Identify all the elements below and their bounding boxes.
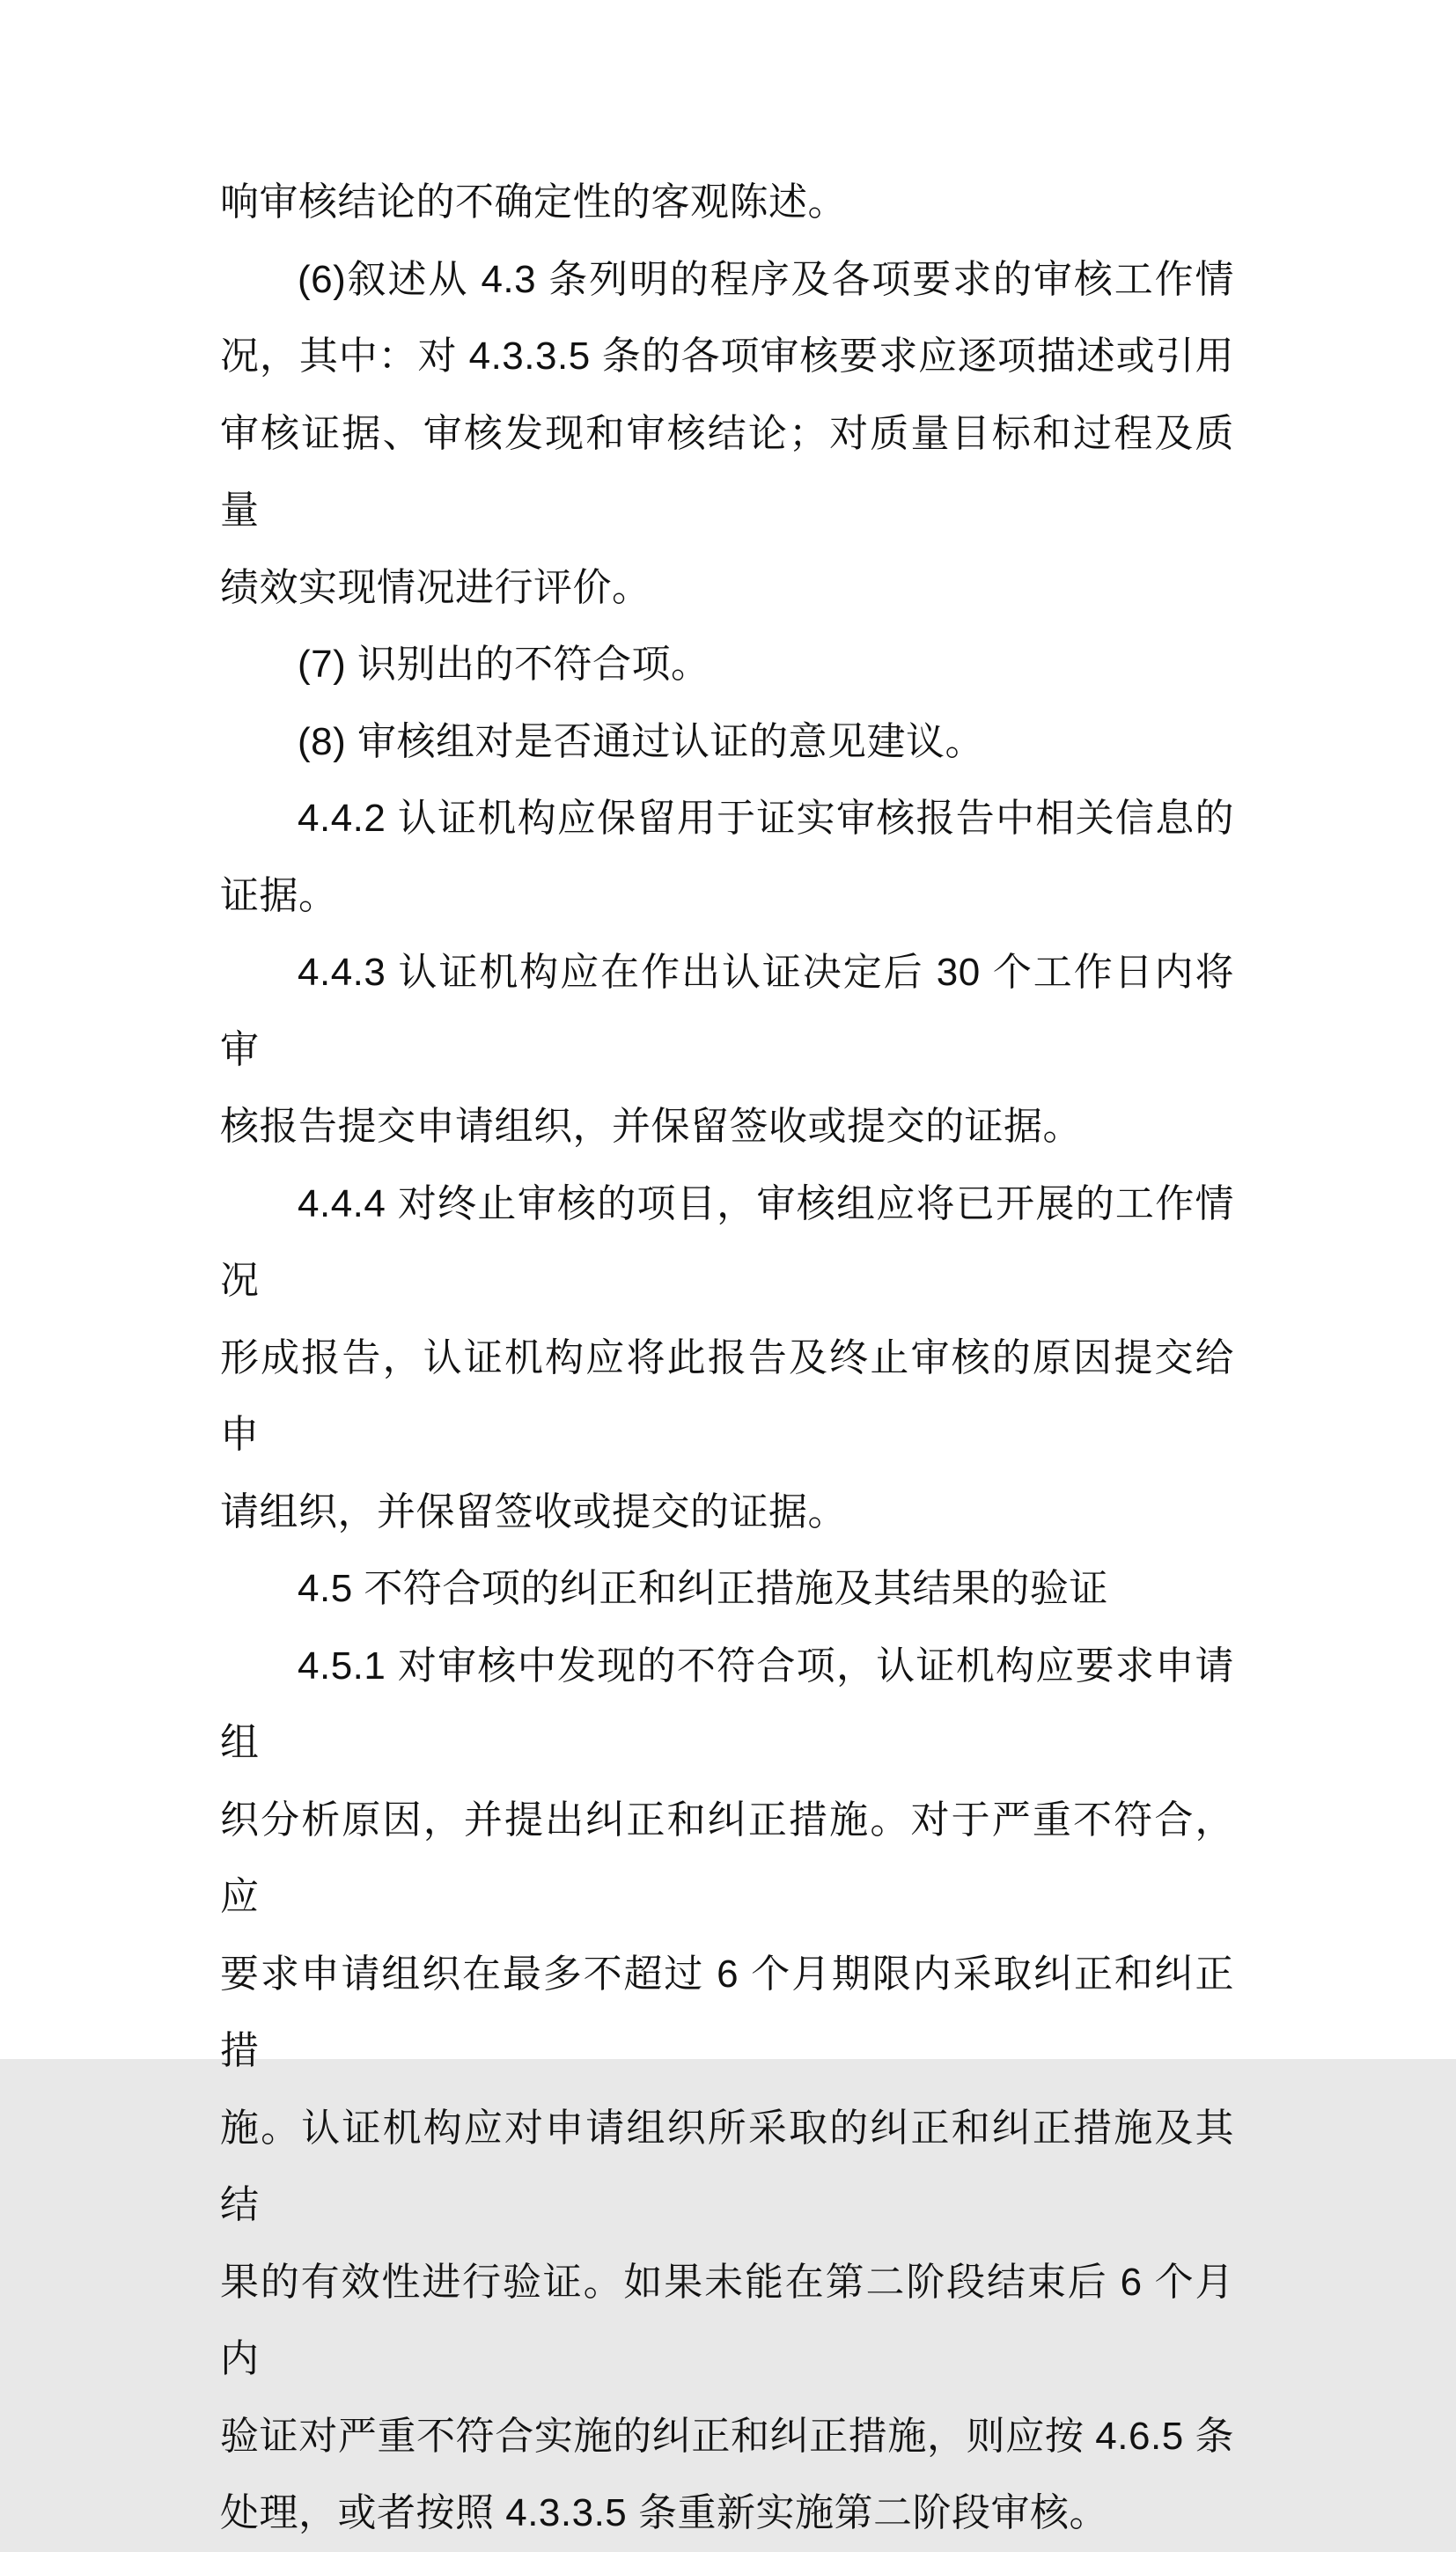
text-line: 验证对严重不符合实施的纠正和纠正措施，则应按 4.6.5 条 xyxy=(220,2414,1234,2458)
text-line: 4.4.4 对终止审核的项目，审核组应将已开展的工作情况 xyxy=(220,1181,1234,1302)
text-line: 4.4.3 认证机构应在作出认证决定后 30 个工作日内将审 xyxy=(220,951,1234,1071)
text-line: 形成报告，认证机构应将此报告及终止审核的原因提交给申 xyxy=(220,1335,1234,1456)
text-body xyxy=(220,164,1234,2552)
text-line: 要求申请组织在最多不超过 6 个月期限内采取纠正和纠正措 xyxy=(220,1952,1234,2072)
text-line: 织分析原因，并提出纠正和纠正措施。对于严重不符合，应 xyxy=(220,1798,1234,1918)
text-line: (6)叙述从 4.3 条列明的程序及各项要求的审核工作情 xyxy=(298,257,1234,301)
text-line: 况，其中：对 4.3.3.5 条的各项审核要求应逐项描述或引用 xyxy=(220,335,1234,378)
text-line: 请组织，并保留签收或提交的证据。 xyxy=(220,1489,847,1533)
text-line: 证据。 xyxy=(220,873,338,917)
text-line: 4.4.2 认证机构应保留用于证实审核报告中相关信息的 xyxy=(298,797,1234,840)
text-line: 核报告提交申请组织，并保留签收或提交的证据。 xyxy=(220,1105,1082,1148)
text-line: 4.5.1 对审核中发现的不符合项，认证机构应要求申请组 xyxy=(220,1644,1234,1764)
text-line: (8) 审核组对是否通过认证的意见建议。 xyxy=(298,719,984,763)
text-line: 审核证据、审核发现和审核结论；对质量目标和过程及质量 xyxy=(220,411,1234,532)
text-line: 果的有效性进行验证。如果未能在第二阶段结束后 6 个月内 xyxy=(220,2260,1234,2380)
text-line: 施。认证机构应对申请组织所采取的纠正和纠正措施及其结 xyxy=(220,2106,1234,2226)
text-line: 绩效实现情况进行评价。 xyxy=(220,565,651,609)
text-line: (7) 识别出的不符合项。 xyxy=(298,643,710,686)
text-line: 响审核结论的不确定性的客观陈述。 xyxy=(220,180,847,224)
text-line: 处理，或者按照 4.3.3.5 条重新实施第二阶段审核。 xyxy=(220,2491,1109,2534)
text-line: 4.5 不符合项的纠正和纠正措施及其结果的验证 xyxy=(298,1567,1108,1610)
